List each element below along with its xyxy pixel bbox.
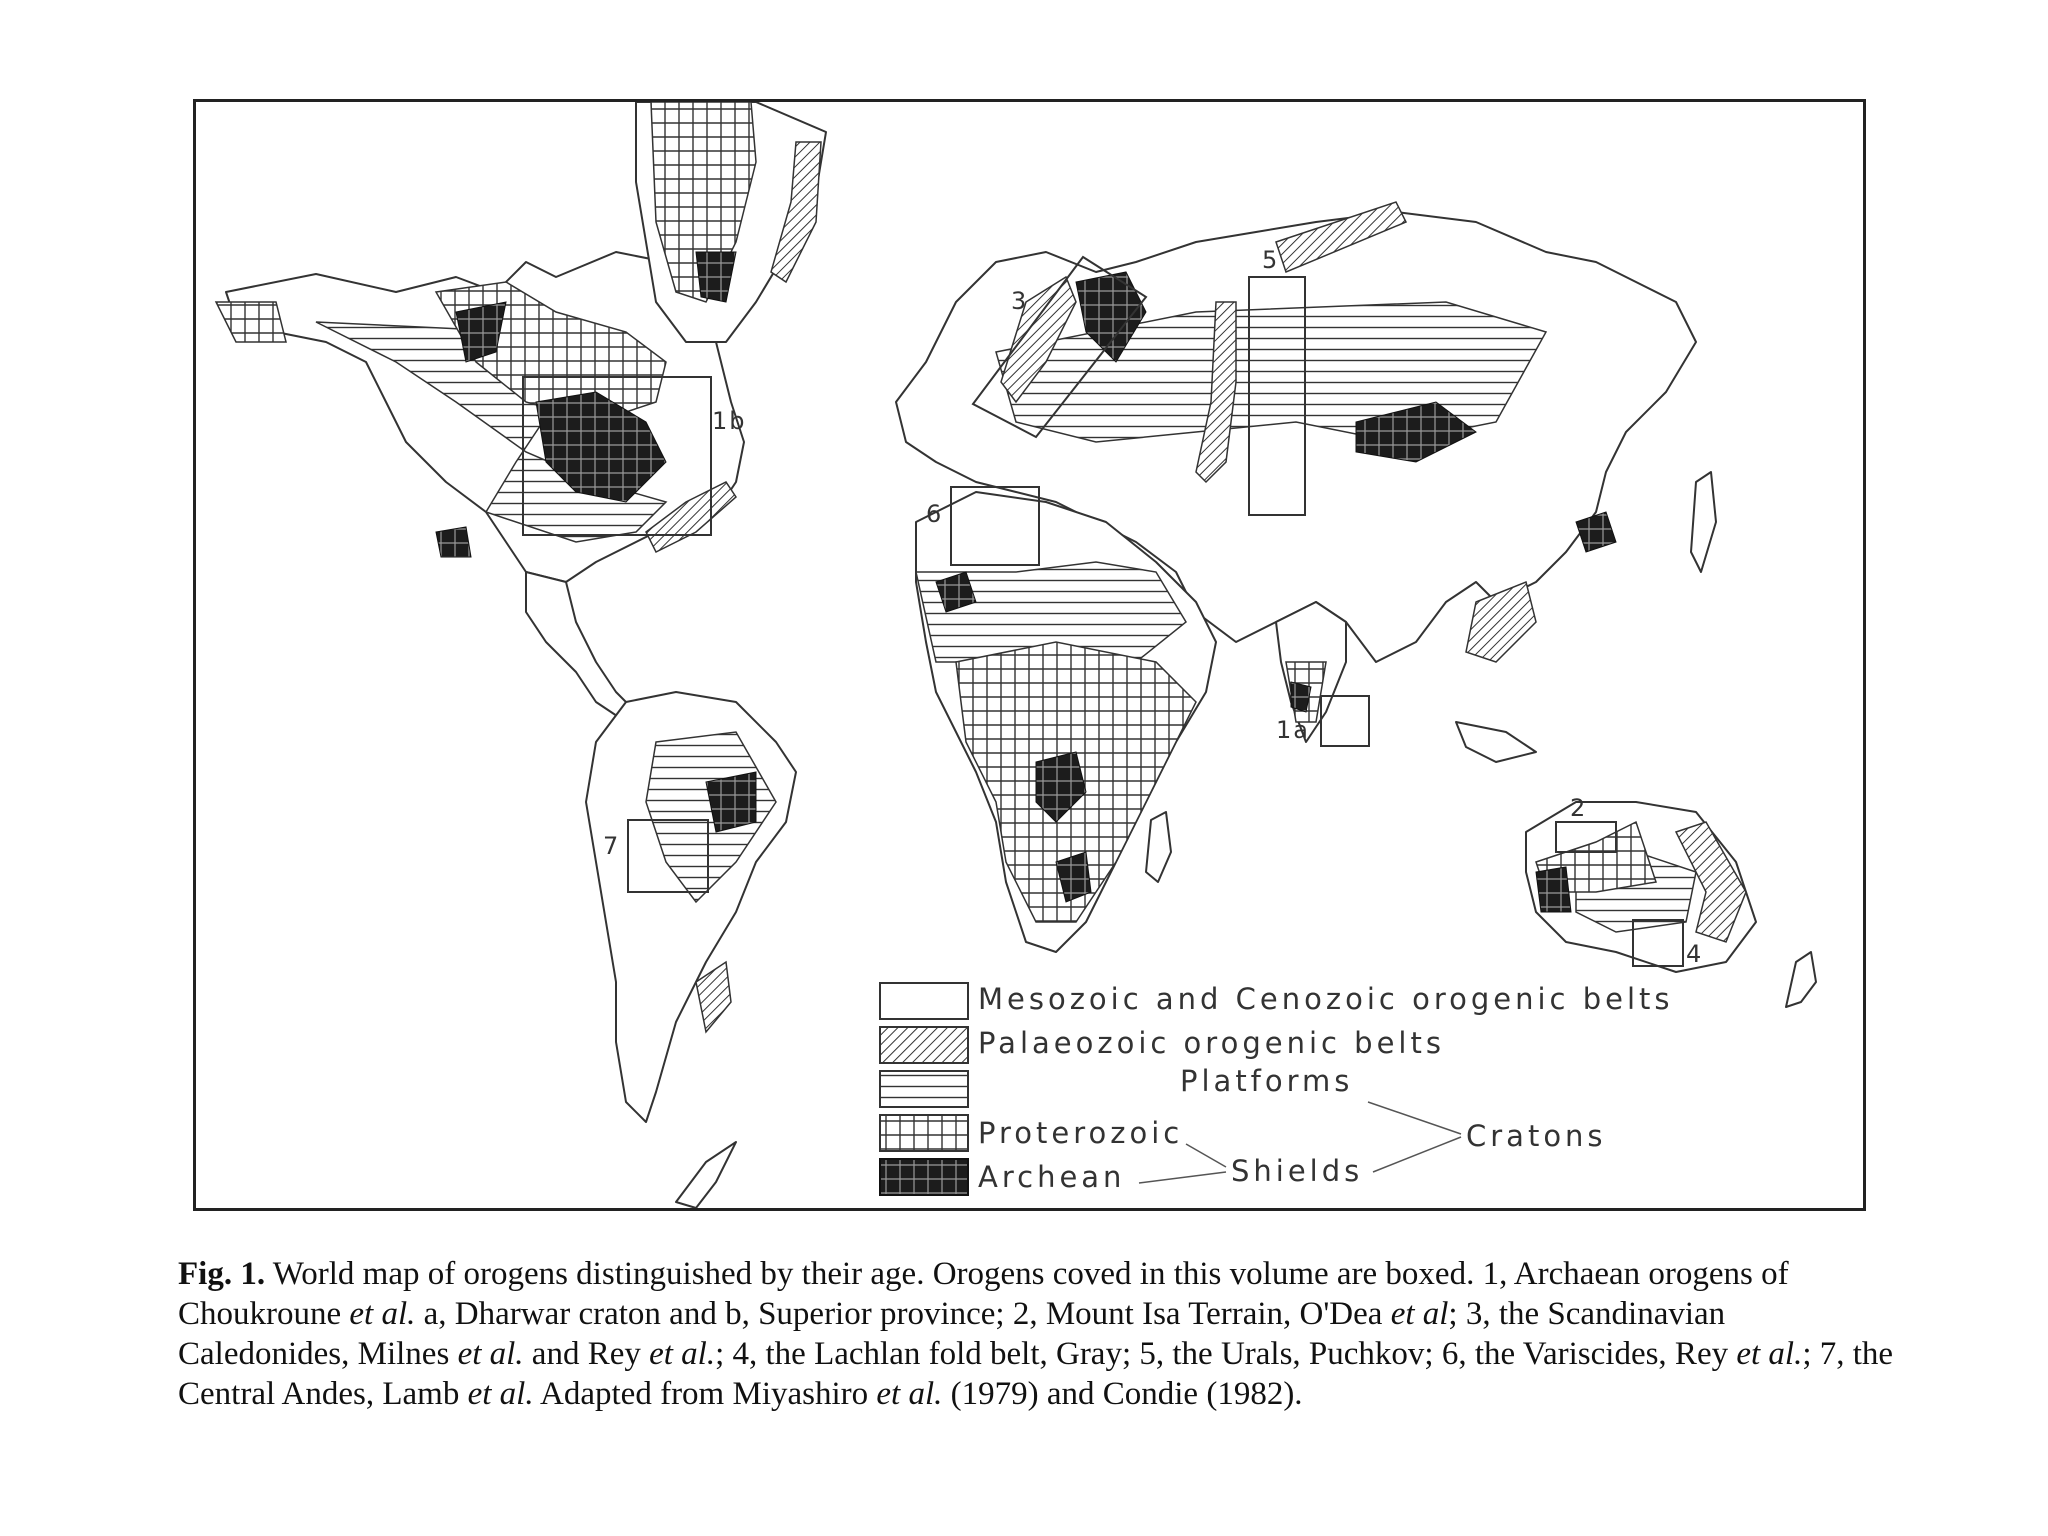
connector-archean — [1139, 1172, 1226, 1183]
legend-swatch-proterozoic — [879, 1114, 969, 1152]
archean-australia — [1536, 867, 1571, 912]
legend-platforms: Platforms — [1180, 1064, 1354, 1098]
legend-swatch-palaeo — [879, 1026, 969, 1064]
caption-etal-6: et al. — [467, 1376, 534, 1412]
caption-etal-5: et al. — [1736, 1336, 1803, 1372]
caption-etal-1: et al. — [349, 1296, 416, 1332]
legend-proterozoic: Proterozoic — [978, 1116, 1184, 1150]
caption-text-6: ; 7, the Central Andes, Lamb — [178, 1336, 1894, 1412]
connector-shields — [1373, 1137, 1461, 1172]
label-4: 4 — [1686, 940, 1704, 968]
label-2: 2 — [1570, 794, 1588, 822]
legend-swatch-archean — [879, 1158, 969, 1196]
legend-cratons: Cratons — [1466, 1119, 1607, 1153]
legend-meso: Mesozoic and Cenozoic orogenic belts — [978, 982, 1674, 1016]
caption-text-3: ; 3, the Scandinavian Caledonides, Milnes — [178, 1296, 1726, 1372]
caption-text-4: and Rey — [531, 1336, 641, 1372]
label-5: 5 — [1262, 246, 1280, 274]
caption-etal-7: et al. — [876, 1376, 943, 1412]
connector-proterozoic — [1186, 1144, 1226, 1167]
caption-etal-3: et al. — [457, 1336, 524, 1372]
madagascar — [1146, 812, 1171, 882]
world-map-frame — [193, 99, 1866, 1211]
palaeozoic-china — [1466, 582, 1536, 662]
label-6: 6 — [926, 500, 944, 528]
connector-platforms — [1368, 1102, 1461, 1134]
caption-text-2: a, Dharwar craton and b, Superior province; 2, Mount Isa Terrain, O'Dea — [423, 1296, 1383, 1332]
label-1a: 1a — [1276, 716, 1310, 744]
figure-caption — [178, 1254, 1898, 1414]
caption-text-5: ; 4, the Lachlan fold belt, Gray; 5, the Urals, Puchkov; 6, the Variscides, Rey — [715, 1336, 1729, 1372]
caption-etal-2: et al — [1390, 1296, 1449, 1332]
label-1b: 1b — [712, 407, 747, 435]
legend-palaeo: Palaeozoic orogenic belts — [978, 1026, 1445, 1060]
legend-swatch-platforms — [879, 1070, 969, 1108]
caption-text-1: World map of orogens distinguished by their age. Orogens coved in this volume are boxed. 1, Archaean orogens of Choukroune — [178, 1256, 1789, 1332]
legend-archean: Archean — [978, 1160, 1126, 1194]
caption-text-7: Adapted from Miyashiro — [540, 1376, 869, 1412]
new-zealand — [1786, 952, 1816, 1007]
caption-etal-4: et al. — [649, 1336, 716, 1372]
caption-text-8: (1979) and Condie (1982). — [950, 1376, 1303, 1412]
antarctica-tip — [676, 1142, 736, 1208]
label-3: 3 — [1011, 287, 1029, 315]
proterozoic-alaska — [216, 302, 286, 342]
legend-swatch-meso — [879, 982, 969, 1020]
archean-usa — [436, 527, 471, 557]
label-7: 7 — [603, 832, 621, 860]
japan — [1691, 472, 1716, 572]
central-america — [526, 572, 636, 722]
indonesia — [1456, 722, 1536, 762]
caption-fig-label: Fig. 1. — [178, 1256, 266, 1292]
legend-shields: Shields — [1231, 1154, 1364, 1188]
